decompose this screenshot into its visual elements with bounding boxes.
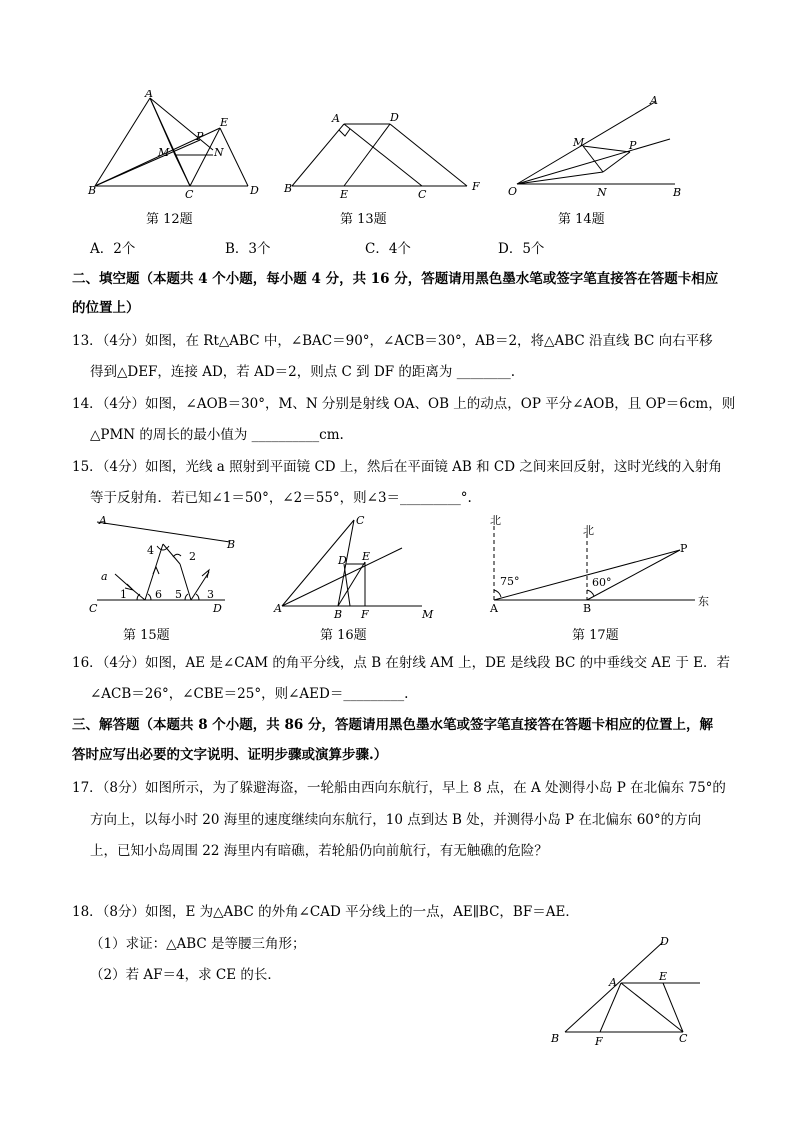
fig15-angle-4: 4 (147, 544, 154, 557)
fig14-label-b: B (673, 186, 682, 199)
fig16-label-a: A (274, 602, 282, 615)
fig14-label-o: O (508, 185, 518, 198)
fig12-label-d: D (250, 184, 259, 197)
fig16-caption: 第 16题 (320, 628, 367, 643)
fig16-label-b: B (334, 608, 343, 620)
choice-c: C．4个 (365, 241, 411, 257)
fig18-label-e: E (659, 970, 668, 983)
fig13-label-f: F (472, 180, 480, 193)
choice-b: B．3个 (225, 241, 271, 257)
q15-line1: 15．（4分）如图，光线 a 照射到平面镜 CD 上，然后在平面镜 AB 和 CD 之间来回反射，这时光线的入射角 (72, 459, 722, 475)
fig13-label-a: A (332, 112, 340, 125)
figure-17 (480, 510, 720, 620)
fig17-label-p: P (680, 542, 688, 555)
fig18-label-d: D (660, 935, 669, 948)
figure-14 (505, 92, 700, 202)
q18-part2: （2）若 AF＝4，求 CE 的长． (90, 967, 281, 983)
fig14-caption: 第 14题 (558, 212, 605, 227)
fig18-label-c: C (679, 1032, 688, 1045)
fig16-label-m: M (422, 608, 434, 620)
section2-heading-line1: 二、填空题（本题共 4 个小题，每小题 4 分，共 16 分，答题请用黑色墨水笔或签字笔直接答在答题卡相应 (72, 271, 719, 287)
fig12-label-n: N (214, 146, 224, 159)
q16-line2: ∠ACB＝26°，∠CBE＝25°，则∠AED＝_________. (90, 686, 409, 702)
q13-line1: 13．（4分）如图，在 Rt△ABC 中，∠BAC＝90°，∠ACB＝30°，AB＝2，将△ABC 沿直线 BC 向右平移 (72, 333, 713, 349)
fig17-label-b: B (583, 602, 592, 615)
fig13-label-d: D (390, 111, 399, 124)
fig12-label-a: A (145, 90, 153, 100)
fig14-label-a: A (650, 94, 658, 107)
fig15-angle-1: 1 (120, 588, 127, 601)
choice-d: D．5个 (498, 241, 545, 257)
fig17-angle-75: 75° (500, 575, 520, 588)
fig15-label-a: A (99, 514, 107, 527)
fig13-label-b: B (284, 182, 293, 195)
figure-16 (272, 512, 442, 620)
q15-line2: 等于反射角．若已知∠1＝50°，∠2＝55°，则∠3＝_________°. (90, 490, 472, 506)
q13-line2: 得到△DEF，连接 AD，若 AD＝2，则点 C 到 DF 的距离为 ________. (90, 364, 516, 380)
figure-13 (282, 106, 492, 202)
fig13-caption: 第 13题 (340, 212, 387, 227)
fig12-label-e: E (220, 116, 229, 129)
fig12-caption: 第 12题 (146, 212, 193, 227)
fig17-north-2: 北 (583, 524, 594, 537)
fig15-angle-2: 2 (189, 550, 196, 563)
fig16-label-d: D (338, 554, 347, 567)
q16-line1: 16．（4分）如图，AE 是∠CAM 的角平分线，点 B 在射线 AM 上，DE 是线段 BC 的中垂线交 AE 于 E．若 (72, 655, 730, 671)
fig17-east: 东 (698, 595, 709, 608)
q18-line1: 18．（8分）如图，E 为△ABC 的外角∠CAD 平分线上的一点，AE∥BC，BF＝AE． (72, 904, 579, 920)
fig14-label-p: P (629, 139, 637, 152)
fig16-label-c: C (356, 514, 365, 527)
fig13-label-e: E (340, 188, 349, 201)
section3-heading-line1: 三、解答题（本题共 8 个小题，共 86 分，答题请用黑色墨水笔或签字笔直接答在答题卡相应的位置上，解 (72, 717, 713, 733)
fig15-angle-5: 5 (175, 588, 182, 601)
fig18-label-a: A (609, 976, 617, 989)
fig15-label-c: C (89, 602, 98, 615)
section3-heading-line2: 答时应写出必要的文字说明、证明步骤或演算步骤.） (72, 747, 388, 763)
fig13-label-c: C (418, 188, 427, 201)
choice-a: A．2个 (90, 241, 136, 257)
q17-line2: 方向上，以每小时 20 海里的速度继续向东航行，10 点到达 B 处，并测得小岛 P 在北偏东 60°的方向 (90, 812, 702, 828)
fig17-angle-60: 60° (592, 576, 612, 589)
q17-line3: 上，已知小岛周围 22 海里内有暗礁，若轮船仍向前航行，有无触礁的危险？ (90, 843, 548, 859)
q14-line2: △PMN 的周长的最小值为 __________cm. (90, 427, 344, 443)
fig14-label-m: M (573, 136, 585, 149)
section2-heading-line2: 的位置上） (72, 300, 140, 316)
fig16-label-e: E (362, 550, 371, 563)
fig17-caption: 第 17题 (572, 628, 619, 643)
q17-line1: 17．（8分）如图所示，为了躲避海盗，一轮船由西向东航行，早上 8 点，在 A 处测得小岛 P 在北偏东 75°的 (72, 780, 726, 796)
fig15-angle-6: 6 (155, 588, 162, 601)
fig18-label-b: B (551, 1032, 560, 1045)
fig12-label-c: C (185, 188, 194, 200)
figure-12 (80, 90, 270, 200)
fig17-north-1: 北 (490, 514, 501, 527)
fig18-label-f: F (595, 1035, 603, 1048)
fig16-label-f: F (361, 608, 369, 620)
figure-18 (545, 930, 715, 1048)
fig14-label-n: N (597, 186, 607, 199)
fig15-caption: 第 15题 (123, 628, 170, 643)
figure-15 (85, 512, 245, 620)
fig15-label-d: D (213, 602, 222, 615)
fig12-label-b: B (88, 184, 97, 197)
fig12-label-m: M (158, 146, 170, 159)
fig15-label-ray-a: a (101, 570, 108, 583)
fig12-label-p: P (196, 130, 204, 143)
fig15-label-b: B (227, 538, 236, 551)
q14-line1: 14．（4分）如图，∠AOB＝30°，M、N 分别是射线 OA、OB 上的动点，OP 平分∠AOB，且 OP＝6cm，则 (72, 396, 736, 412)
q18-part1: （1）求证：△ABC 是等腰三角形； (90, 936, 306, 952)
fig17-label-a: A (490, 602, 498, 615)
fig15-angle-3: 3 (207, 588, 214, 601)
